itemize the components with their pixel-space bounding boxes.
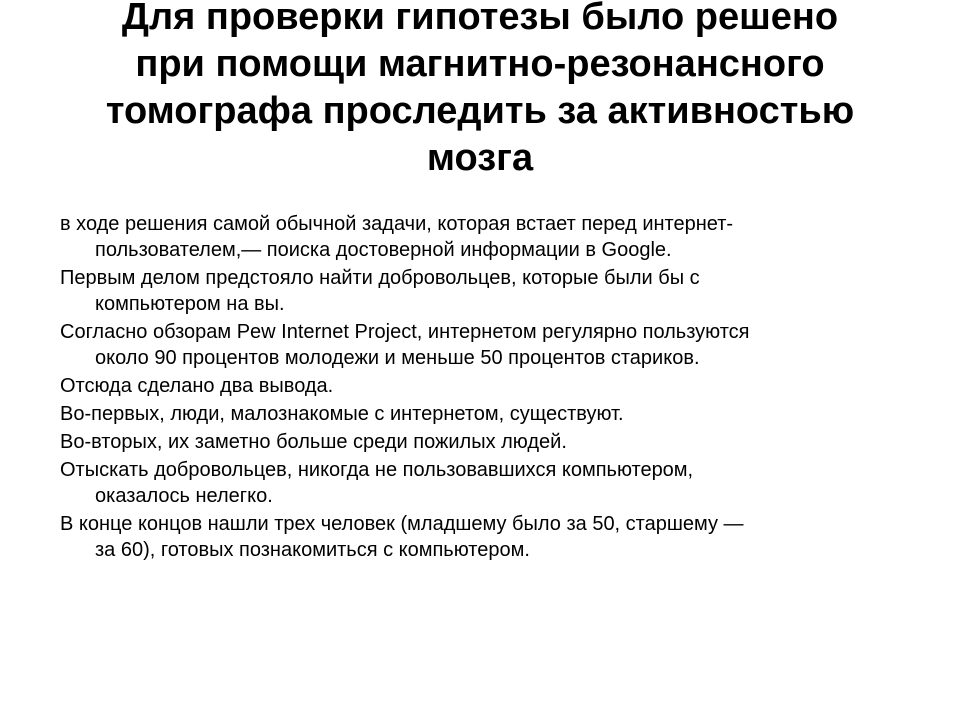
list-item: В конце концов нашли трех человек (младшему было за 50, старшему — за 60), готовых познакомиться с компьютером. [60, 513, 744, 561]
list-item: Отсюда сделано два вывода. [60, 375, 334, 397]
slide-title: Для проверки гипотезы было решено при помощи магнитно-резонансного томографа проследить за активностью мозга [105, 0, 855, 179]
list-item: Во-вторых, их заметно больше среди пожилых людей. [60, 431, 567, 453]
body-text-list [60, 211, 910, 565]
list-item: Отыскать добровольцев, никогда не пользовавшихся компьютером, оказалось нелегко. [60, 459, 694, 507]
list-item: Во-первых, люди, малознакомые с интернетом, существуют. [60, 403, 624, 425]
list-item: Первым делом предстояло найти добровольцев, которые были бы с компьютером на вы. [60, 267, 700, 315]
list-item: в ходе решения самой обычной задачи, которая встает перед интернет- пользователем,— поиска достоверной информации в Google. [60, 213, 734, 261]
list-item: Согласно обзорам Pew Internet Project, интернетом регулярно пользуются около 90 процентов молодежи и меньше 50 процентов стариков. [60, 321, 750, 369]
